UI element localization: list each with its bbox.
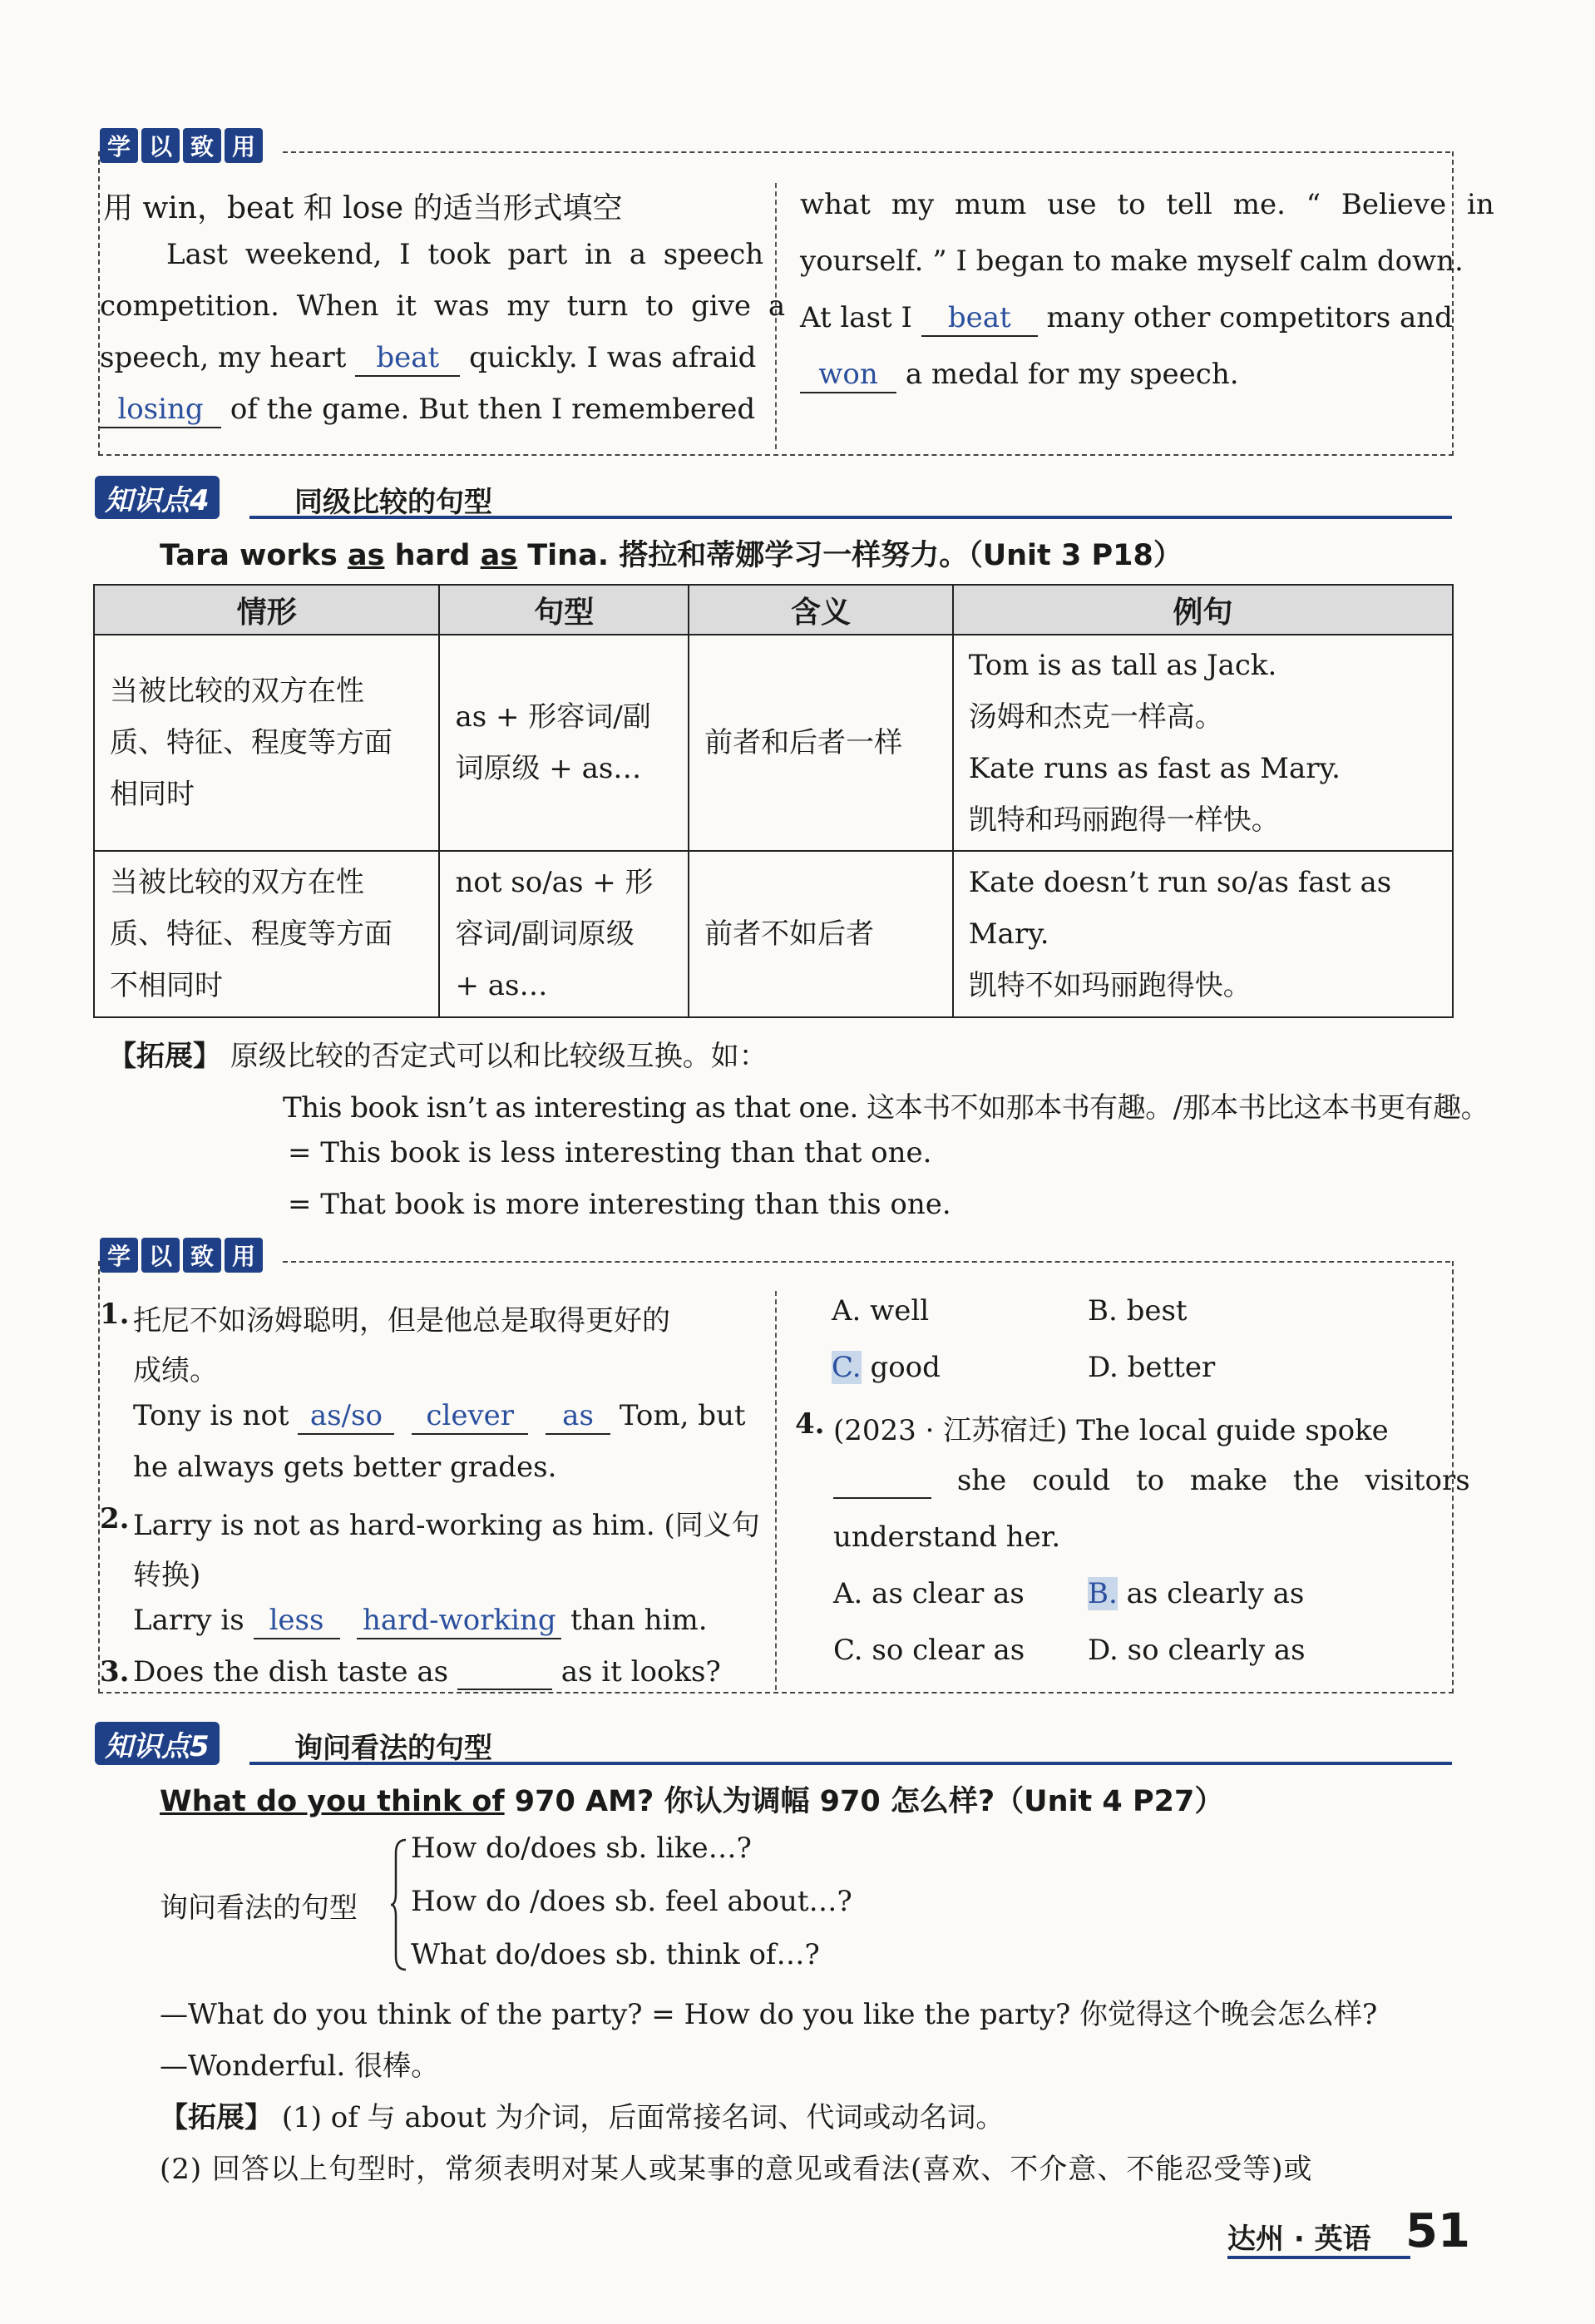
passage-line	[800, 301, 1453, 337]
dialog-line: —What do you think of the party? = How do you like the party? 你觉得这个晚会怎么样?	[160, 1998, 1378, 2031]
empty-blank	[457, 1655, 552, 1690]
text: as it looks?	[560, 1655, 721, 1689]
cell-line: 不相同时	[110, 969, 223, 1002]
answer-blank: losing	[100, 393, 221, 428]
text: she could to make the visitors	[956, 1464, 1470, 1497]
badge-char: 用	[225, 1238, 263, 1273]
answer-mark: C.	[832, 1351, 862, 1384]
kp5-title: 询问看法的句型	[294, 1732, 492, 1765]
passage-line	[100, 341, 756, 377]
text: (1) of 与 about 为介词，后面常接名词、代词或动名词。	[281, 2101, 1005, 2134]
text: as clearly as	[1126, 1577, 1305, 1610]
q2-line	[133, 1604, 708, 1639]
cell-line: Kate doesn’t run so/as fast as Mary.	[968, 866, 1392, 951]
badge-char: 致	[183, 1238, 221, 1273]
kp5-example	[160, 1778, 1223, 1820]
text: Larry is	[133, 1604, 244, 1637]
keyword: as	[480, 539, 518, 572]
expand-line: = That book is more interesting than this one.	[288, 1188, 951, 1221]
page-number: 51	[1405, 2204, 1470, 2258]
answer-blank: beat	[921, 301, 1038, 337]
text: Does the dish taste as	[133, 1655, 449, 1689]
q2-text: Larry is not as hard-working as him. (同义句	[133, 1509, 760, 1542]
table-row	[94, 851, 1453, 1017]
q1-text: 托尼不如汤姆聪明，但是他总是取得更好的	[133, 1304, 670, 1338]
text: 970 AM? 你认为调幅 970 怎么样?（Unit 4 P27）	[504, 1785, 1224, 1818]
table-cell	[953, 851, 1453, 1017]
cell-line: Tom is as tall as Jack.	[968, 649, 1277, 682]
expand-line: (2) 回答以上句型时，常须表明对某人或某事的意见或看法(喜欢、不介意、不能忍受等)或	[160, 2153, 1313, 2186]
text: Tom, but	[619, 1399, 746, 1432]
expand-note	[160, 2094, 1004, 2135]
cell-line: 当被比较的双方在性	[110, 866, 364, 899]
expand-note	[108, 1033, 768, 1074]
kp4-example	[160, 532, 1183, 574]
text: many other competitors and	[1046, 301, 1453, 334]
q1-line	[133, 1399, 746, 1435]
cell-line: 凯特不如玛丽跑得快。	[968, 969, 1252, 1002]
option	[1088, 1577, 1304, 1610]
kp5-tag: 知识点5	[95, 1722, 220, 1765]
brace-item: What do/does sb. think of…?	[411, 1938, 820, 1971]
q4-text: understand her.	[833, 1520, 1061, 1554]
answer-blank: beat	[355, 341, 460, 377]
cell-line: as + 形容词/副	[455, 700, 651, 734]
q2-number: 2.	[100, 1502, 130, 1535]
cell-line: 质、特征、程度等方面	[110, 917, 393, 951]
brace-label: 询问看法的句型	[160, 1891, 358, 1925]
expand-line: This book isn’t as interesting as that one. 这本书不如那本书有趣。/那本书比这本书更有趣。	[283, 1091, 1489, 1125]
option: A. as clear as	[833, 1577, 1025, 1610]
table-cell	[439, 851, 689, 1017]
cell-line: + as…	[455, 969, 548, 1002]
answer-blank: hard-working	[357, 1604, 561, 1639]
kp4-underline	[249, 516, 1452, 519]
comparison-table	[93, 584, 1454, 1018]
footer-underline	[1227, 2256, 1410, 2259]
text: Tony is not	[133, 1399, 289, 1432]
badge-char: 以	[141, 1238, 180, 1273]
table-cell: 前者不如后者	[689, 851, 953, 1017]
text: quickly. I was afraid	[469, 341, 757, 374]
answer-blank: as/so	[298, 1399, 394, 1435]
option	[832, 1351, 941, 1384]
passage-line	[800, 358, 1239, 393]
option: A. well	[832, 1294, 930, 1328]
table-cell	[439, 635, 689, 851]
q3-line	[133, 1655, 721, 1690]
kp4-title: 同级比较的句型	[294, 486, 492, 519]
expand-line: = This book is less interesting than that one.	[288, 1136, 932, 1169]
table-header: 含义	[689, 585, 953, 635]
cell-line: Kate runs as fast as Mary.	[968, 752, 1341, 785]
q4-number: 4.	[795, 1407, 825, 1441]
option: B. best	[1088, 1294, 1188, 1328]
brace	[389, 1838, 409, 1975]
text: Tina. 搭拉和蒂娜学习一样努力。（Unit 3 P18）	[517, 539, 1183, 572]
kp4-tag: 知识点4	[95, 476, 220, 519]
table-header: 例句	[953, 585, 1453, 635]
q1-number: 1.	[100, 1298, 130, 1331]
expand-label: 【拓展】	[108, 1040, 221, 1073]
badge-char: 学	[100, 1238, 138, 1273]
table-cell: 前者和后者一样	[689, 635, 953, 851]
dialog-line: —Wonderful. 很棒。	[160, 2050, 440, 2083]
text: a medal for my speech.	[905, 358, 1239, 391]
passage-line: competition. When it was my turn to give a	[100, 289, 786, 323]
table-header: 句型	[439, 585, 689, 635]
text: speech, my heart	[100, 341, 347, 374]
passage-line: yourself. ” I began to make myself calm down.	[800, 245, 1464, 278]
cell-line: 质、特征、程度等方面	[110, 726, 393, 759]
option: C. so clear as	[833, 1634, 1025, 1667]
cell-line: 汤姆和杰克一样高。	[968, 700, 1223, 734]
table-header-row	[94, 585, 1453, 635]
answer-blank: clever	[412, 1399, 528, 1435]
table-cell	[953, 635, 1453, 851]
passage-line	[100, 393, 755, 428]
footer-label: 达州 · 英语	[1227, 2223, 1371, 2256]
option: D. so clearly as	[1088, 1634, 1306, 1667]
cell-line: 当被比较的双方在性	[110, 675, 364, 708]
q4-text: (2023 · 江苏宿迁) The local guide spoke	[833, 1414, 1389, 1447]
answer-blank: won	[800, 358, 896, 393]
kp5-underline	[249, 1762, 1452, 1765]
cell-line: 凯特和玛丽跑得一样快。	[968, 804, 1280, 837]
passage-line: what my mum use to tell me. “ Believe in	[800, 188, 1494, 221]
text: At last I	[800, 301, 912, 334]
badge-char: 学	[100, 128, 138, 163]
empty-blank	[833, 1464, 931, 1499]
keyword: What do you think of	[160, 1785, 505, 1818]
expand-label: 【拓展】	[160, 2101, 273, 2134]
option: D. better	[1088, 1351, 1216, 1384]
passage-line: Last weekend, I took part in a speech	[166, 238, 764, 271]
cell-line: 容词/副词原级	[455, 917, 635, 951]
brace-icon	[389, 1838, 409, 1971]
table-row	[94, 635, 1453, 851]
text: than him.	[570, 1604, 708, 1637]
cell-line: 词原级 + as…	[455, 752, 642, 785]
q3-number: 3.	[100, 1655, 130, 1689]
keyword: as	[347, 539, 385, 572]
text: of the game. But then I remembered	[230, 393, 756, 426]
instruction: 用 win，beat 和 lose 的适当形式填空	[103, 191, 623, 225]
cell-line: not so/as + 形	[455, 866, 654, 899]
table-cell	[94, 851, 439, 1017]
column-divider	[775, 1291, 777, 1690]
brace-item: How do/does sb. like…?	[411, 1832, 752, 1865]
answer-blank: less	[254, 1604, 340, 1639]
table-cell	[94, 635, 439, 851]
q1-line: he always gets better grades.	[133, 1451, 557, 1484]
q4-line	[833, 1464, 1470, 1499]
q1-text: 成绩。	[133, 1354, 218, 1387]
badge-char: 用	[225, 128, 263, 163]
answer-mark: B.	[1088, 1577, 1118, 1610]
text: 原级比较的否定式可以和比较级互换。如：	[230, 1040, 768, 1073]
cell-line: 相同时	[110, 778, 195, 811]
text: good	[870, 1351, 941, 1384]
table-header: 情形	[94, 585, 439, 635]
brace-item: How do /does sb. feel about…?	[411, 1885, 852, 1918]
badge-char: 致	[183, 128, 221, 163]
q2-text: 转换)	[133, 1559, 201, 1592]
text: Tara works	[160, 539, 348, 572]
badge-char: 以	[141, 128, 180, 163]
answer-blank: as	[546, 1399, 610, 1435]
text: hard	[384, 539, 481, 572]
